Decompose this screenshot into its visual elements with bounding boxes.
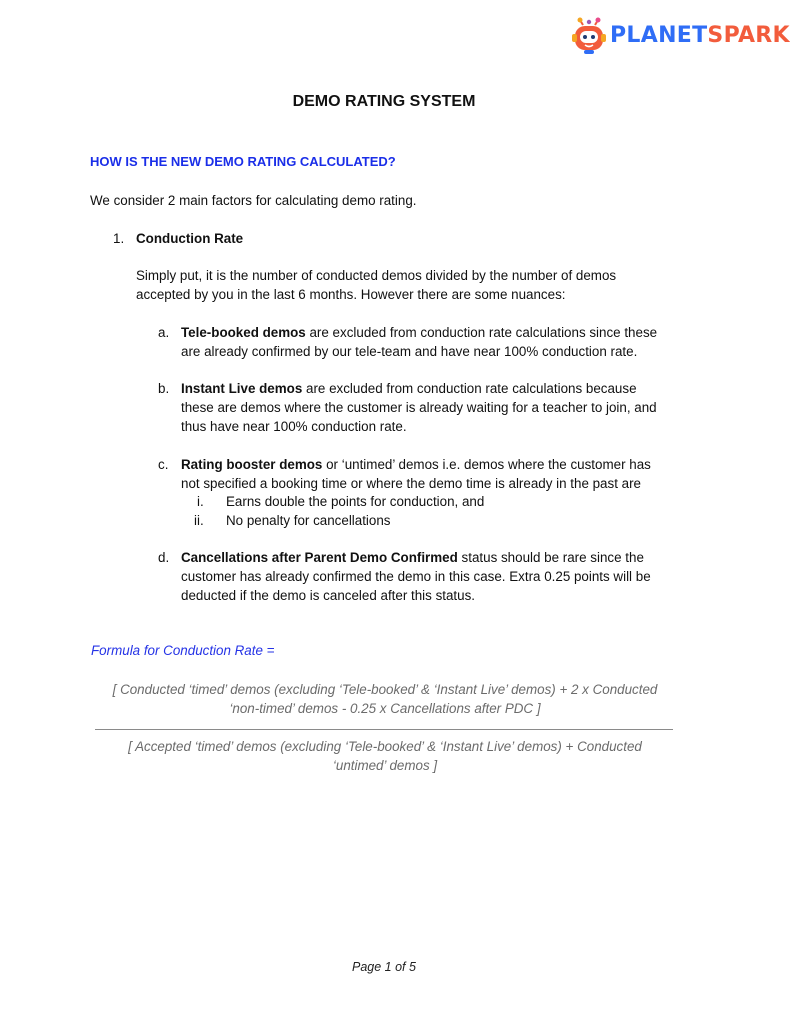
list-number-1: 1.	[113, 231, 125, 246]
page-number: Page 1 of 5	[352, 960, 416, 974]
section-heading: HOW IS THE NEW DEMO RATING CALCULATED?	[90, 154, 396, 169]
conduction-rate-label: Conduction Rate	[136, 231, 244, 246]
sub-marker-ii: ii.	[194, 513, 204, 528]
formula-label: Formula for Conduction Rate =	[91, 643, 275, 658]
instant-live-label: Instant Live demos	[181, 381, 303, 396]
description-line: accepted by you in the last 6 months. However there are some nuances:	[136, 287, 566, 302]
item-text: are already confirmed by our tele-team and have near 100% conduction rate.	[181, 344, 638, 359]
conduction-rate-description	[136, 266, 616, 304]
intro-paragraph: We consider 2 main factors for calculating demo rating.	[90, 193, 417, 208]
item-text: are excluded from conduction rate calculations since these	[305, 325, 658, 340]
item-text: thus have near 100% conduction rate.	[181, 419, 407, 434]
item-text: not specified a booking time or where the demo time is already in the past are	[181, 476, 641, 491]
logo-text-spark: SPARK	[707, 23, 790, 48]
rating-booster-label: Rating booster demos	[181, 457, 323, 472]
planetspark-logo	[572, 16, 790, 56]
mascot-icon	[572, 17, 606, 55]
list-item-d	[181, 548, 651, 605]
numerator-line: ‘non-timed’ demos - 0.25 x Cancellations after PDC ]	[229, 701, 541, 716]
sub-marker-i: i.	[197, 494, 204, 509]
list-item-c	[181, 455, 651, 493]
sub-item-i: Earns double the points for conduction, and	[226, 494, 485, 509]
description-line: Simply put, it is the number of conducted demos divided by the number of demos	[136, 268, 617, 283]
tele-booked-label: Tele-booked demos	[181, 325, 306, 340]
document-title: DEMO RATING SYSTEM	[292, 93, 476, 110]
list-marker-a: a.	[158, 325, 170, 340]
item-text: customer has already confirmed the demo in this case. Extra 0.25 points will be	[181, 569, 651, 584]
numerator-line: [ Conducted ‘timed’ demos (excluding ‘Tele-booked’ & ‘Instant Live’ demos) + 2 x Conducted	[112, 682, 658, 697]
list-marker-c: c.	[158, 457, 169, 472]
item-text: or ‘untimed’ demos i.e. demos where the customer has	[322, 457, 651, 472]
item-text: deducted if the demo is canceled after this status.	[181, 588, 476, 603]
item-text: these are demos where the customer is already waiting for a teacher to join, and	[181, 400, 657, 415]
formula-numerator	[90, 680, 680, 718]
list-item-a	[181, 323, 657, 361]
list-item-b	[181, 379, 657, 436]
list-marker-d: d.	[158, 550, 170, 565]
fraction-divider	[95, 729, 673, 730]
denominator-line: [ Accepted ‘timed’ demos (excluding ‘Tele-booked’ & ‘Instant Live’ demos) + Conducted	[128, 739, 642, 754]
sub-item-ii: No penalty for cancellations	[226, 513, 391, 528]
formula-denominator	[90, 737, 680, 775]
logo-text-planet: PLANET	[610, 23, 708, 48]
item-text: are excluded from conduction rate calculations because	[302, 381, 637, 396]
cancellations-label: Cancellations after Parent Demo Confirmed	[181, 550, 458, 565]
section-title-conduction-rate	[136, 229, 243, 248]
denominator-line: ‘untimed’ demos ]	[332, 758, 438, 773]
list-marker-b: b.	[158, 381, 170, 396]
item-text: status should be rare since the	[457, 550, 644, 565]
logo-wordmark	[610, 16, 790, 56]
